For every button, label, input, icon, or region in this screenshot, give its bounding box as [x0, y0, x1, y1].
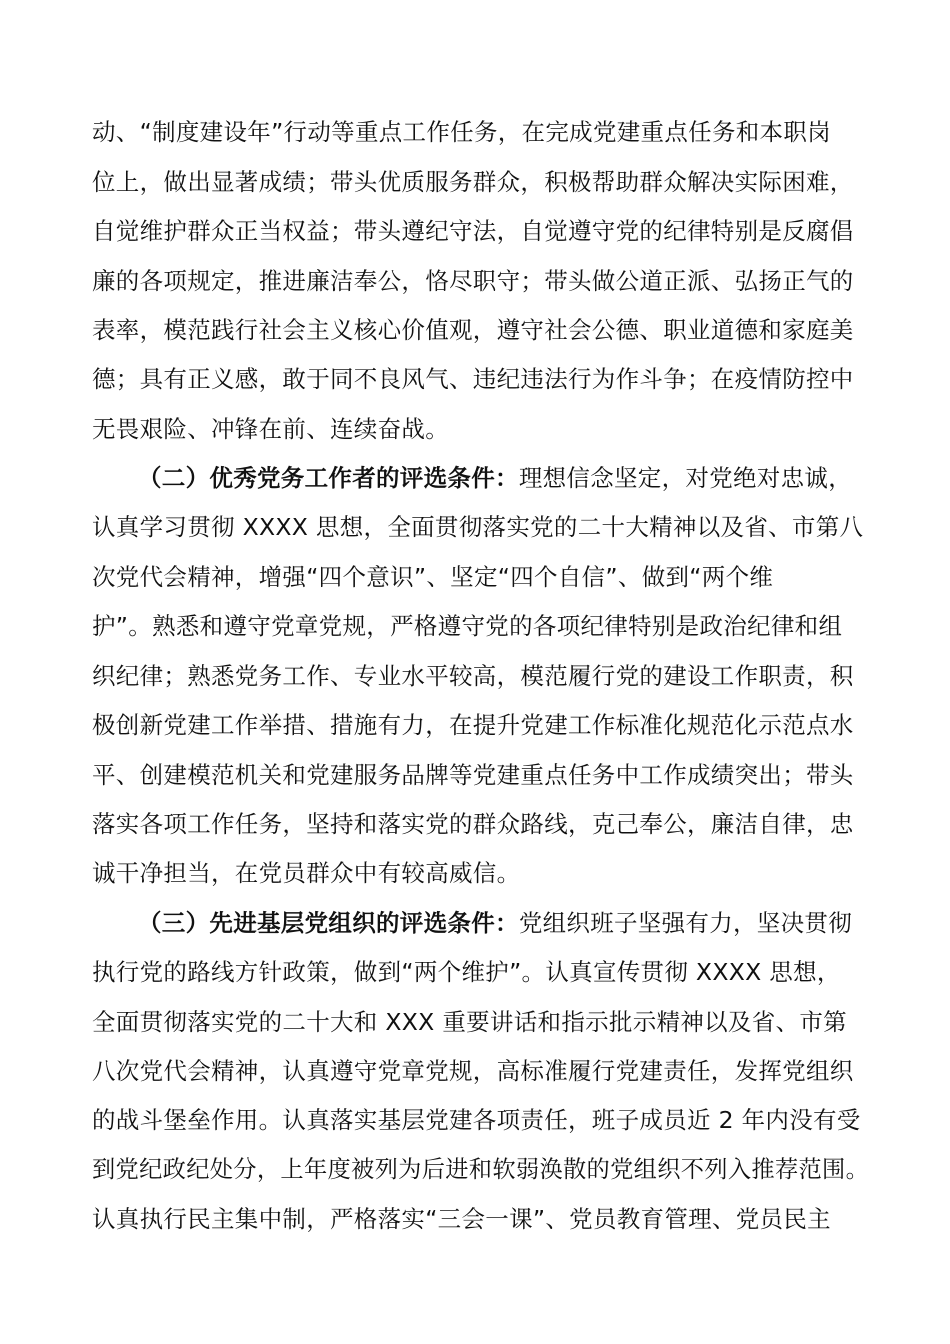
body-text-line: 极创新党建工作举措、措施有力，在提升党建工作标准化规范化示范点水 [92, 711, 854, 739]
body-text-line: 廉的各项规定，推进廉洁奉公，恪尽职守；带头做公道正派、弘扬正气的 [92, 267, 854, 295]
body-text-line: 执行党的路线方针政策，做到“两个维护”。认真宣传贯彻 XXXX 思想， [92, 958, 841, 986]
body-text-line: 认真执行民主集中制，严格落实“三会一课”、党员教育管理、党员民主 [92, 1205, 831, 1233]
body-text-line: 平、创建模范机关和党建服务品牌等党建重点任务中工作成绩突出；带头 [92, 761, 854, 789]
body-text-line: 动、“制度建设年”行动等重点工作任务，在完成党建重点任务和本职岗 [92, 118, 831, 146]
section-3-heading: （三）先进基层党组织的评选条件： [138, 909, 519, 937]
section-2-first-line-text: 理想信念坚定，对党绝对忠诚， [518, 464, 853, 492]
body-text-line: 位上，做出显著成绩；带头优质服务群众，积极帮助群众解决实际困难， [92, 168, 854, 196]
body-text-line: 表率，模范践行社会主义核心价值观，遵守社会公德、职业道德和家庭美 [92, 316, 854, 344]
body-text-line: 德；具有正义感，敢于同不良风气、违纪违法行为作斗争；在疫情防控中 [92, 365, 854, 393]
section-2-heading: （二）优秀党务工作者的评选条件： [138, 464, 519, 492]
body-text-line: 落实各项工作任务，坚持和落实党的群众路线，克己奉公，廉洁自律，忠 [92, 810, 854, 838]
section-3-first-line [138, 908, 852, 938]
section-3-first-line-text: 党组织班子坚强有力，坚决贯彻 [518, 909, 853, 937]
body-text-line: 的战斗堡垒作用。认真落实基层党建各项责任，班子成员近 2 年内没有受 [92, 1106, 861, 1134]
body-text-line: 护”。熟悉和遵守党章党规，严格遵守党的各项纪律特别是政治纪律和组 [92, 612, 843, 640]
body-text-line: 认真学习贯彻 XXXX 思想，全面贯彻落实党的二十大精神以及省、市第八 [92, 513, 864, 541]
body-text-line: 八次党代会精神，认真遵守党章党规，高标准履行党建责任，发挥党组织 [92, 1057, 854, 1085]
body-text-line: 无畏艰险、冲锋在前、连续奋战。 [92, 415, 449, 443]
body-text-line: 全面贯彻落实党的二十大和 XXX 重要讲话和指示批示精神以及省、市第 [92, 1008, 847, 1036]
body-text-line: 诚干净担当，在党员群众中有较高威信。 [92, 859, 521, 887]
body-text-line: 次党代会精神，增强“四个意识”、坚定“四个自信”、做到“两个维 [92, 563, 774, 591]
body-text-line: 到党纪政纪处分，上年度被列为后进和软弱涣散的党组织不列入推荐范围。 [92, 1156, 870, 1183]
section-2-first-line [138, 463, 852, 493]
body-text-line: 织纪律；熟悉党务工作、专业水平较高，模范履行党的建设工作职责，积 [92, 662, 854, 690]
body-text-line: 自觉维护群众正当权益；带头遵纪守法，自觉遵守党的纪律特别是反腐倡 [92, 217, 854, 245]
